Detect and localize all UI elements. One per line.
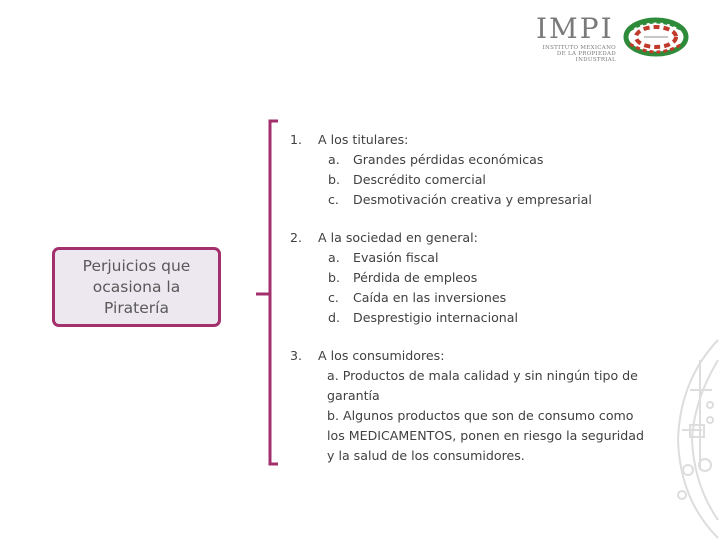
logo-subtitle-line: DE LA PROPIEDAD <box>556 51 616 57</box>
item-number: 1. <box>290 132 303 147</box>
sub-letter: b. <box>328 172 340 187</box>
list-item-titulares <box>290 130 650 210</box>
sub-item <box>290 190 650 210</box>
list-item-consumidores <box>290 346 650 466</box>
item-number: 2. <box>290 230 303 245</box>
item-heading: A los consumidores: <box>318 348 445 363</box>
sub-text: Evasión fiscal <box>353 250 439 265</box>
sub-item <box>290 288 650 308</box>
logo-subtitle <box>536 45 616 63</box>
sub-item <box>290 308 650 328</box>
sub-text: Grandes pérdidas económicas <box>353 152 544 167</box>
sub-text: Desmotivación creativa y empresarial <box>353 192 592 207</box>
harms-list <box>290 130 650 466</box>
sub-text: Descrédito comercial <box>353 172 486 187</box>
item-heading: A la sociedad en general: <box>318 230 478 245</box>
sub-letter: a. <box>328 250 340 265</box>
sub-text: Caída en las inversiones <box>353 290 507 305</box>
sub-text: Pérdida de empleos <box>353 270 478 285</box>
logo-subtitle-line: INSTITUTO MEXICANO <box>542 45 616 51</box>
sub-letter: a. <box>328 152 340 167</box>
logo-mark-icon <box>622 16 690 58</box>
item-heading: A los titulares: <box>318 132 409 147</box>
sub-item <box>290 268 650 288</box>
piracy-harm-box-text: Perjuicios que ocasiona la Piratería <box>82 256 191 317</box>
piracy-harm-box <box>52 247 221 327</box>
sub-paragraph: b. Algunos productos que son de consumo como los MEDICAMENTOS, ponen en riesgo la seguridad y la salud de los consumidores. <box>327 408 644 463</box>
bracket-connector <box>252 118 282 470</box>
sub-letter: b. <box>328 270 340 285</box>
sub-letter: c. <box>328 290 339 305</box>
sub-letter: d. <box>328 310 340 325</box>
sub-item <box>290 248 650 268</box>
list-item-sociedad <box>290 228 650 328</box>
sub-letter: c. <box>328 192 339 207</box>
logo-subtitle-line: INDUSTRIAL <box>575 57 616 63</box>
sub-paragraph: a. Productos de mala calidad y sin ningún tipo de garantía <box>327 368 638 403</box>
impi-logo <box>536 12 690 63</box>
sub-item <box>290 150 650 170</box>
sub-text: Desprestigio internacional <box>353 310 518 325</box>
sub-item <box>290 170 650 190</box>
logo-wordmark: IMPI <box>536 12 614 45</box>
decorative-circuit-graphic <box>640 320 720 540</box>
item-number: 3. <box>290 348 303 363</box>
